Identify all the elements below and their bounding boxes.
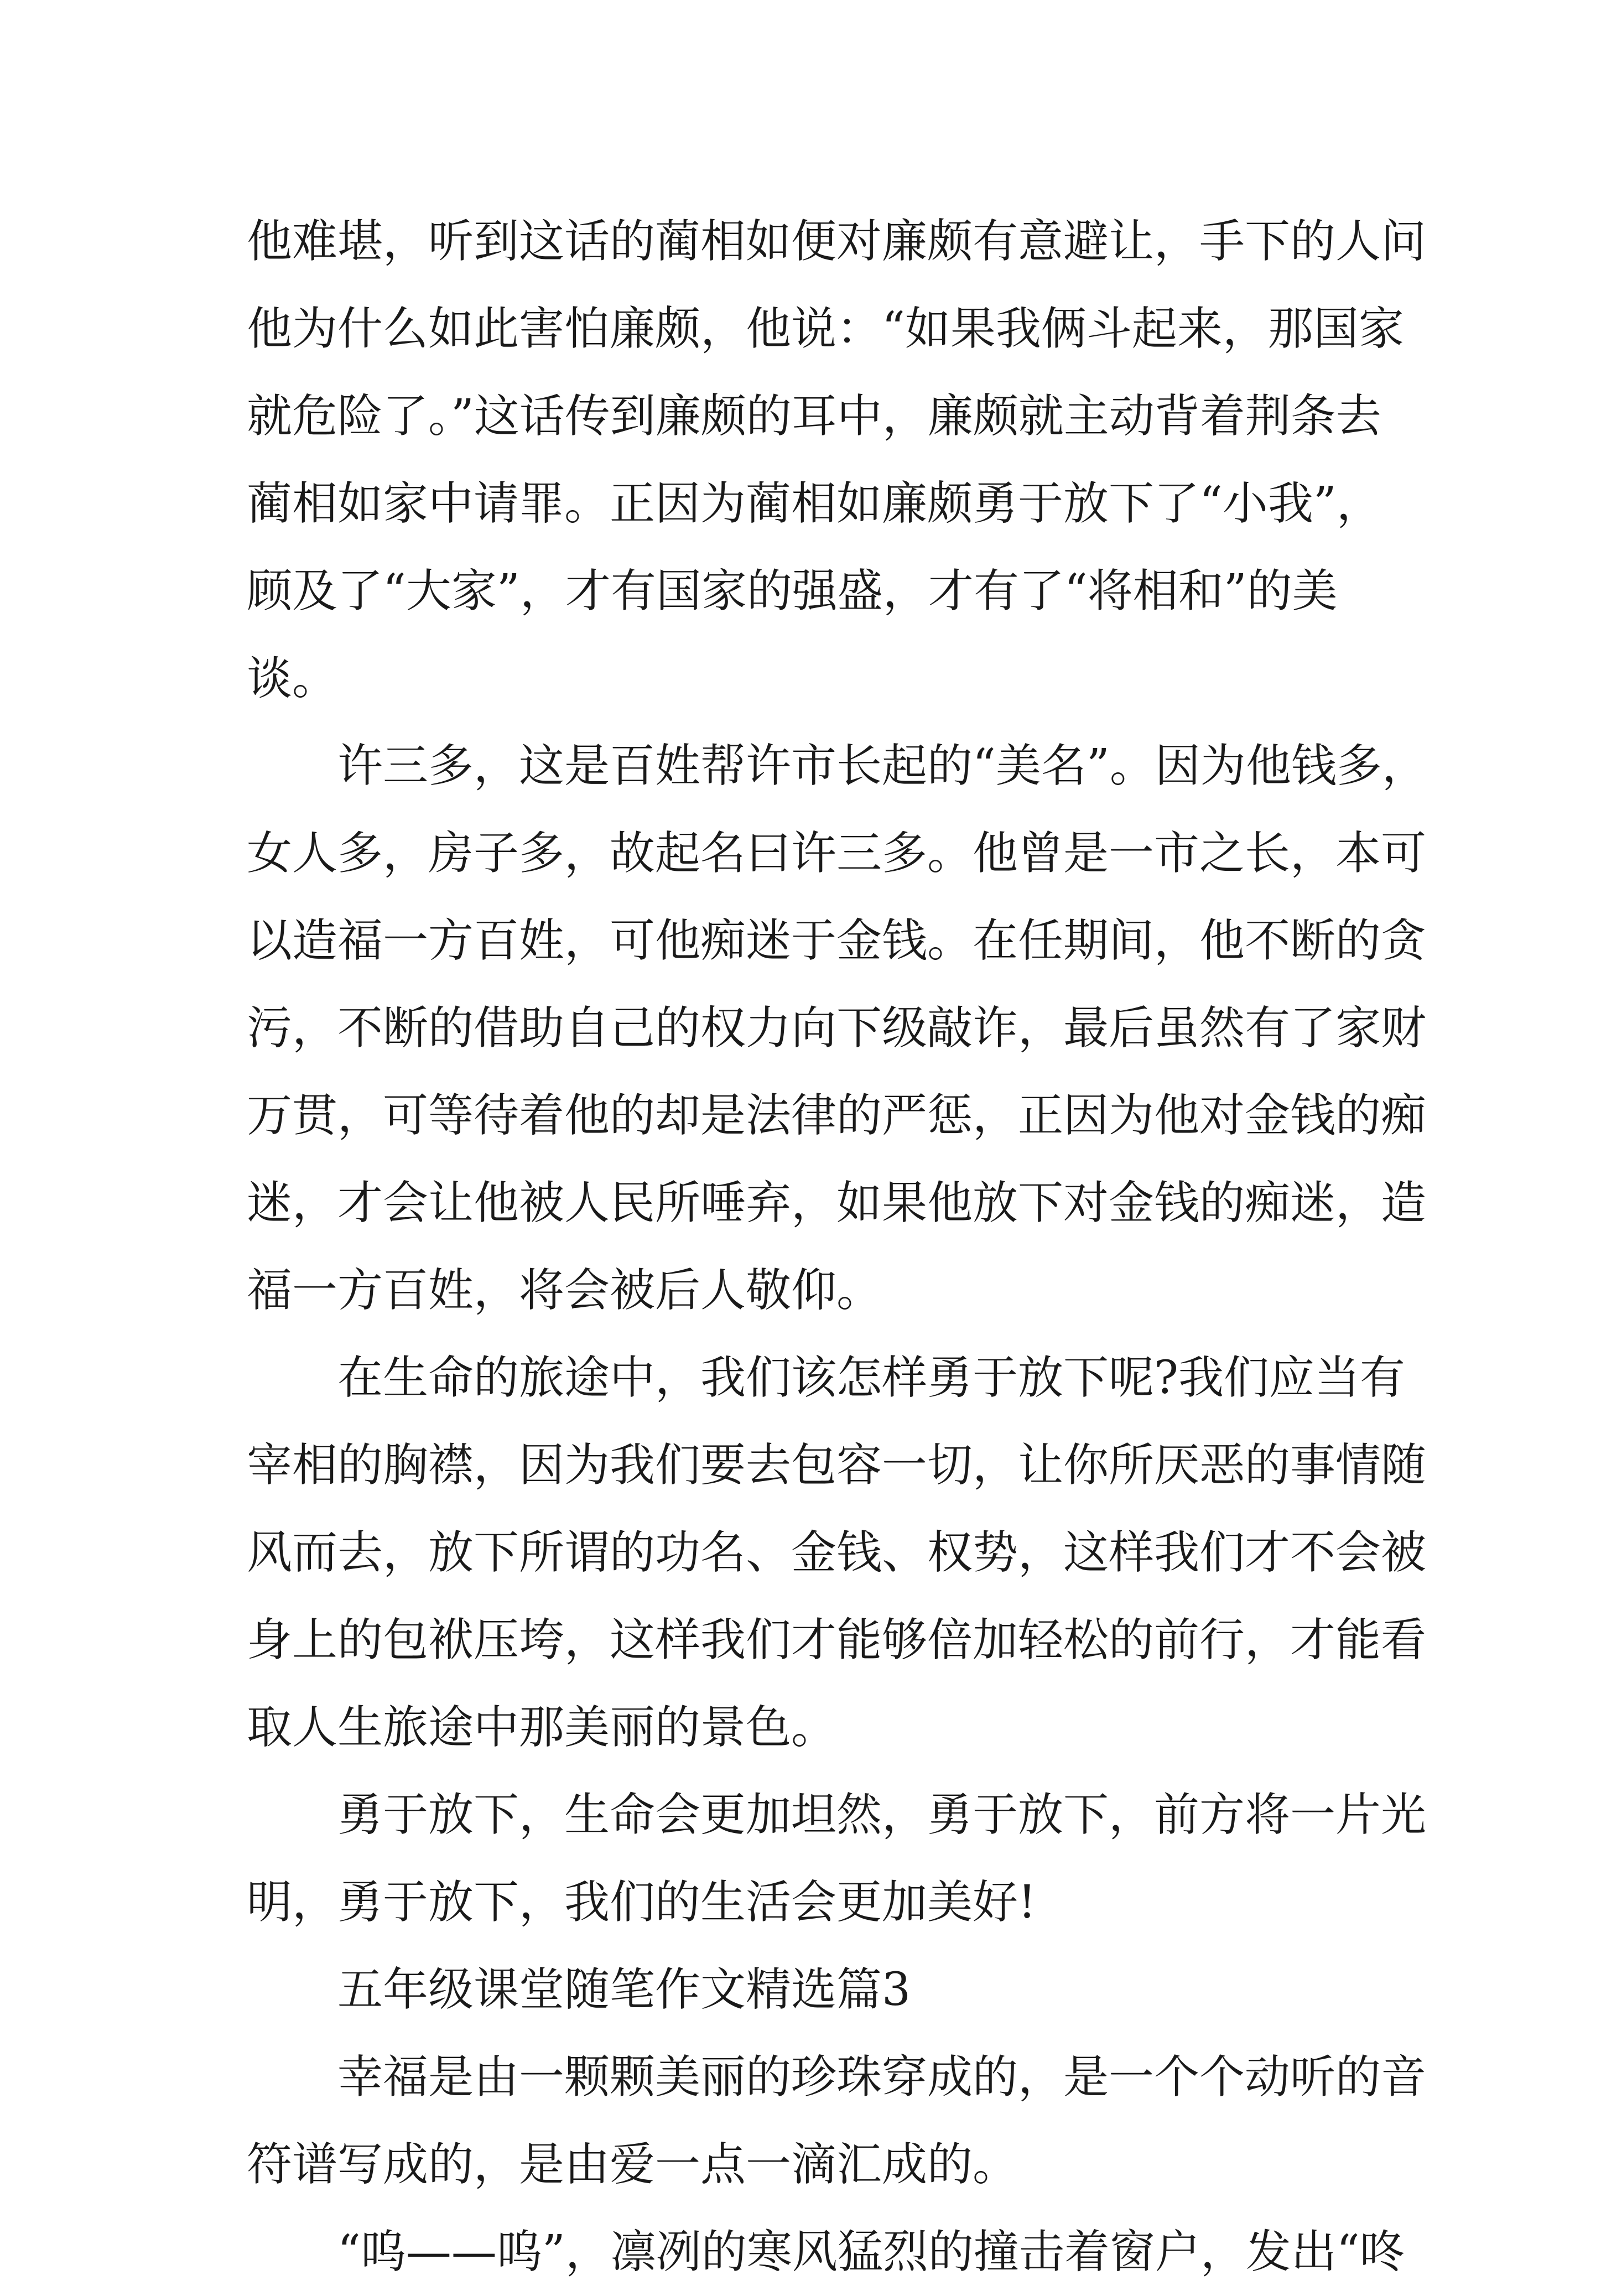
paragraph-first-line: 许三多，这是百姓帮许市长起的“美名”。因为他钱多， <box>337 740 1427 792</box>
text-line: 宰相的胸襟，因为我们要去包容一切，让你所厌恶的事情随 <box>247 1439 1427 1492</box>
text-line: 取人生旅途中那美丽的景色。 <box>247 1701 837 1754</box>
text-line: 以造福一方百姓，可他痴迷于金钱。在任期间，他不断的贪 <box>247 915 1427 967</box>
text-line: 迷，才会让他被人民所唾弃，如果他放下对金钱的痴迷，造 <box>247 1177 1427 1229</box>
text-line: 万贯，可等待着他的却是法律的严惩，正因为他对金钱的痴 <box>247 1089 1427 1142</box>
text-line: 谈。 <box>247 652 338 705</box>
text-line: 风而去，放下所谓的功名、金钱、权势，这样我们才不会被 <box>247 1526 1427 1579</box>
text-line: 蔺相如家中请罪。正因为蔺相如廉颇勇于放下了“小我”， <box>247 477 1382 530</box>
paragraph-first-line: 在生命的旅途中，我们该怎样勇于放下呢?我们应当有 <box>337 1352 1405 1404</box>
paragraph-first-line: 幸福是由一颗颗美丽的珍珠穿成的，是一个个动听的音 <box>337 2051 1427 2103</box>
text-line: 他为什么如此害怕廉颇，他说：“如果我俩斗起来，那国家 <box>247 303 1404 355</box>
text-line: 就危险了。”这话传到廉颇的耳中，廉颇就主动背着荆条去 <box>247 390 1381 443</box>
paragraph-first-line: “呜——呜”，凛冽的寒风猛烈的撞击着窗户，发出“咚 <box>337 2226 1405 2278</box>
section-heading: 五年级课堂随笔作文精选篇3 <box>337 1963 911 2016</box>
text-line: 福一方百姓，将会被后人敬仰。 <box>247 1264 882 1317</box>
text-line: 明，勇于放下，我们的生活会更加美好! <box>247 1876 1036 1929</box>
text-line: 女人多，房子多，故起名曰许三多。他曾是一市之长，本可 <box>247 827 1427 880</box>
document-body <box>247 198 1427 2296</box>
text-line: 顾及了“大家”，才有国家的强盛，才有了“将相和”的美 <box>247 565 1338 617</box>
text-line: 污，不断的借助自己的权力向下级敲诈，最后虽然有了家财 <box>247 1002 1427 1055</box>
text-line: 符谱写成的，是由爱一点一滴汇成的。 <box>247 2138 1018 2191</box>
text-line: 身上的包袱压垮，这样我们才能够倍加轻松的前行，才能看 <box>247 1614 1427 1666</box>
paragraph-first-line: 勇于放下，生命会更加坦然，勇于放下，前方将一片光 <box>337 1789 1427 1841</box>
text-line: 他难堪，听到这话的蔺相如便对廉颇有意避让，手下的人问 <box>247 215 1427 268</box>
